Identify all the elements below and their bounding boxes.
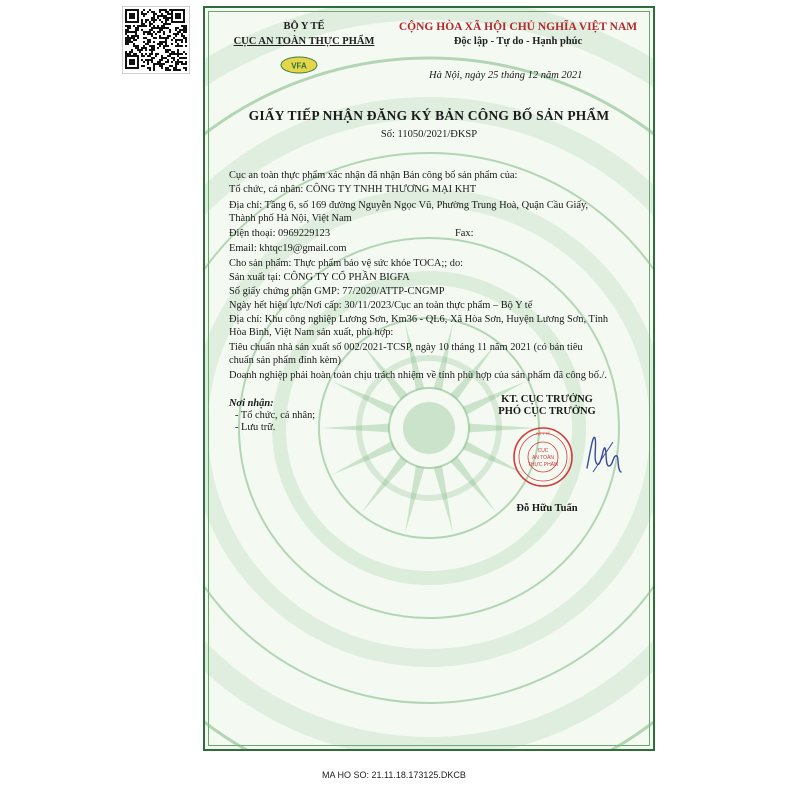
- document-number: Số: 11050/2021/ĐKSP: [380, 129, 478, 140]
- body-phone: Điện thoại: 0969229123: [229, 228, 331, 239]
- certificate-page: [203, 6, 655, 751]
- svg-text:BỘ Y TẾ: BỘ Y TẾ: [536, 432, 550, 436]
- body-standard-line1: Tiêu chuẩn nhà sản xuất số 002/2021-TCSP, ngày 10 tháng 11 năm 2021 (có bản tiêu: [229, 342, 583, 353]
- qr-code-pattern: [123, 7, 189, 73]
- body-address-line1: Địa chỉ: Tầng 6, số 169 đường Nguyễn Ngọc Vũ, Phường Trung Hoà, Quận Cầu Giấy,: [229, 200, 589, 211]
- body-manufacturer: Sản xuất tại: CÔNG TY CỔ PHẦN BIGFA: [229, 272, 410, 283]
- signature-title-line2: PHÓ CỤC TRƯỞNG: [498, 406, 596, 417]
- svg-text:CỤC: CỤC: [537, 448, 549, 454]
- state-heading-block: [383, 21, 653, 48]
- handwritten-signature: [583, 428, 623, 480]
- recipients-heading: Nơi nhận:: [229, 398, 274, 409]
- body-factory-address-line2: Hòa Bình, Việt Nam sản xuất, phù hợp:: [229, 327, 394, 338]
- body-standard-line2: chuẩn sản phẩm đính kèm): [229, 355, 341, 366]
- body-gmp-number: Số giấy chứng nhận GMP: 77/2020/ATTP-CNGMP: [229, 286, 445, 297]
- body-email: Email: khtqc19@gmail.com: [229, 243, 347, 254]
- body-product: Cho sản phẩm: Thực phẩm bảo vệ sức khỏe TOCA;; do:: [229, 258, 464, 269]
- dossier-code: MA HO SO: 21.11.18.173125.DKCB: [322, 770, 466, 780]
- signature-title-line1: KT. CỤC TRƯỞNG: [501, 394, 593, 405]
- national-motto: Độc lập - Tự do - Hạnh phúc: [453, 36, 583, 47]
- document-title: GIẤY TIẾP NHẬN ĐĂNG KÝ BẢN CÔNG BỐ SẢN PHẨM: [248, 108, 610, 123]
- vfa-logo: [279, 56, 319, 74]
- recipient-item: - Tổ chức, cá nhân;: [235, 410, 316, 421]
- body-organization: Tổ chức, cá nhân: CÔNG TY TNHH THƯƠNG MẠI KHT: [229, 184, 477, 195]
- agency-name: CỤC AN TOÀN THỰC PHẨM: [233, 36, 375, 47]
- issuer-block: [215, 21, 393, 48]
- body-intro: Cục an toàn thực phẩm xác nhận đã nhận Bản công bố sản phẩm của:: [229, 170, 518, 181]
- issue-date: Hà Nội, ngày 25 tháng 12 năm 2021: [429, 70, 583, 81]
- official-red-stamp: [512, 426, 574, 488]
- body-factory-address-line1: Địa chỉ: Khu công nghiệp Lương Sơn, Km36 - QL6, Xã Hòa Sơn, Huyện Lương Sơn, Tỉnh: [229, 314, 609, 325]
- vfa-logo-text: VFA: [291, 61, 307, 71]
- qr-code: [122, 6, 190, 74]
- body-fax: Fax:: [455, 228, 474, 239]
- body-responsibility: Doanh nghiệp phải hoàn toàn chịu trách nhiệm về tính phù hợp của sản phẩm đã công bố./.: [229, 370, 608, 381]
- state-name: CỘNG HÒA XÃ HỘI CHỦ NGHĨA VIỆT NAM: [398, 21, 638, 33]
- ministry-name: BỘ Y TẾ: [283, 21, 325, 32]
- svg-text:AN TOÀN: AN TOÀN: [531, 455, 555, 461]
- body-gmp-expiry: Ngày hết hiệu lực/Nơi cấp: 30/11/2023/Cục an toàn thực phẩm – Bộ Y tế: [229, 300, 533, 311]
- signer-name: Đỗ Hữu Tuấn: [516, 503, 578, 514]
- body-address-line2: Thành phố Hà Nội, Việt Nam: [229, 213, 352, 224]
- svg-text:THỰC PHẨM: THỰC PHẨM: [527, 462, 559, 468]
- recipient-item: - Lưu trữ.: [235, 422, 276, 433]
